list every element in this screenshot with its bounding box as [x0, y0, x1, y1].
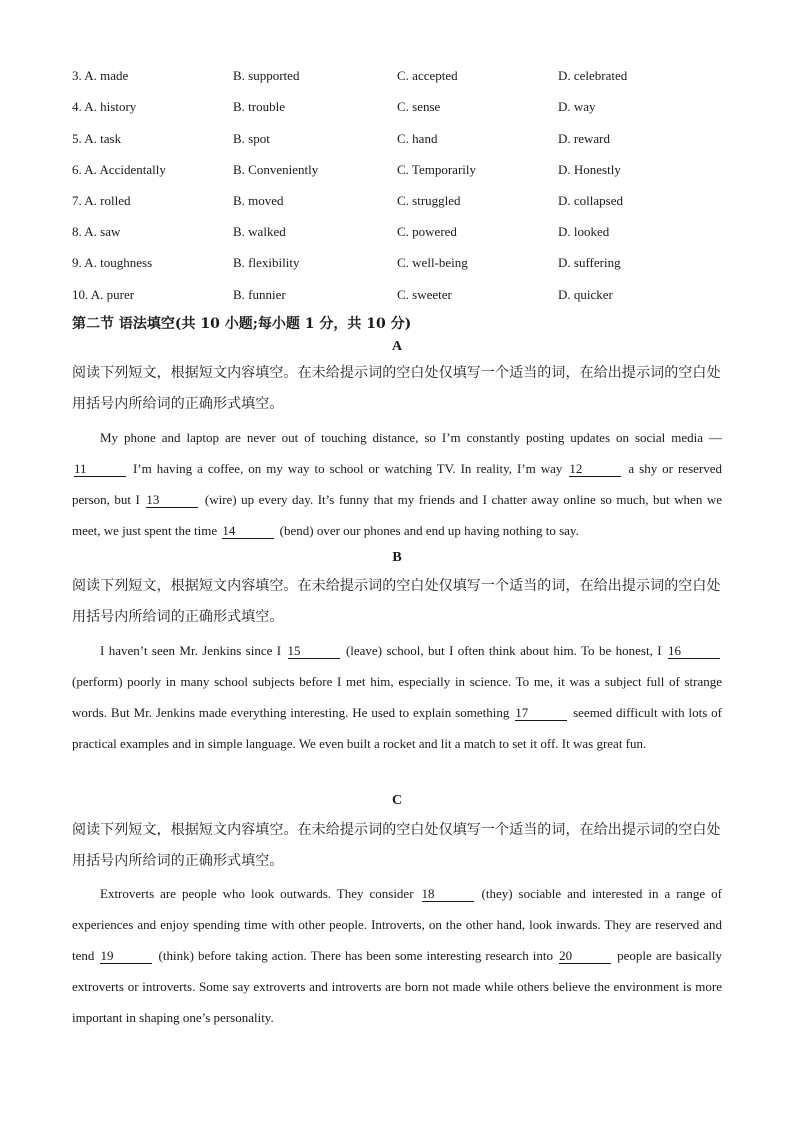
- option-row-7: [0, 190, 794, 212]
- option-row-6: [0, 159, 794, 181]
- option-d: D. quicker: [558, 287, 613, 302]
- option-b: B. flexibility: [233, 255, 300, 270]
- blank-13[interactable]: 13: [146, 492, 198, 508]
- passage-text: (they) sociable and interested in a range of experiences and enjoy spending time with other people. Introverts, on the other hand, look inwards. They are reserved and tend: [72, 886, 722, 963]
- passage-text: (perform) poorly in many school subjects before I met him, especially in science. To me, it was a subject full of strange words. But Mr. Jenkins made everything interesting. He used to explain something: [72, 674, 722, 720]
- passage-text: Extroverts are people who look outwards. They consider: [100, 886, 420, 901]
- part-a-heading: A: [391, 339, 403, 354]
- option-c: C. well-being: [397, 255, 468, 270]
- option-d: D. suffering: [558, 255, 621, 270]
- passage-text: (bend) over our phones and end up having nothing to say.: [276, 523, 579, 538]
- passage-text: (think) before taking action. There has been some interesting research into: [154, 948, 558, 963]
- blank-17[interactable]: 17: [515, 705, 567, 721]
- option-a: 10. A. purer: [72, 287, 135, 302]
- part-b-heading: B: [392, 550, 402, 565]
- instruction-line: 用括号内所给词的正确形式填空。: [72, 609, 284, 625]
- option-b: B. supported: [233, 68, 300, 83]
- instruction-line: 阅读下列短文，根据短文内容填空。在未给提示词的空白处仅填写一个适当的词，在给出提示词的空白处: [72, 822, 721, 838]
- part-c-instruction: [72, 815, 722, 877]
- passage-text: I haven’t seen Mr. Jenkins since I: [100, 643, 286, 658]
- passage-text: (wire) up every day. It’s funny that my friends and I chatter away online so much, but when we meet, we just spent the time: [72, 492, 722, 538]
- option-b: B. Conveniently: [233, 162, 319, 177]
- option-c: C. accepted: [397, 68, 458, 83]
- blank-11[interactable]: 11: [74, 461, 126, 477]
- option-b: B. trouble: [233, 99, 285, 114]
- part-a-instruction: [72, 358, 722, 420]
- option-a: 8. A. saw: [72, 224, 121, 239]
- passage-text: (leave) school, but I often think about him. To be honest, I: [341, 643, 666, 658]
- passage-a: [72, 422, 722, 546]
- option-b: B. walked: [233, 224, 286, 239]
- instruction-line: 用括号内所给词的正确形式填空。: [72, 853, 284, 869]
- passage-text: seemed difficult with lots of practical examples and in simple language. We even built a rocket and lit a match to set it off. It was great fun.: [72, 705, 722, 751]
- option-d: D. celebrated: [558, 68, 628, 83]
- option-d: D. reward: [558, 131, 610, 146]
- option-row-9: [0, 252, 794, 274]
- option-c: C. struggled: [397, 193, 461, 208]
- option-d: D. Honestly: [558, 162, 621, 177]
- passage-b: [72, 635, 722, 759]
- option-d: D. looked: [558, 224, 610, 239]
- part-c-heading: C: [391, 793, 403, 808]
- passage-text: people are basically extroverts or introverts. Some say extroverts and introverts are born not made while others believe the environment is more important in shaping one’s personality.: [72, 948, 722, 1025]
- option-c: C. hand: [397, 131, 438, 146]
- option-a: 4. A. history: [72, 99, 137, 114]
- option-row-10: [0, 284, 794, 306]
- option-c: C. sense: [397, 99, 441, 114]
- option-a: 9. A. toughness: [72, 255, 153, 270]
- option-d: D. collapsed: [558, 193, 623, 208]
- option-c: C. Temporarily: [397, 162, 477, 177]
- section-title: 第二节 语法填空(共 10 小题;每小题 1 分，共 10 分): [72, 316, 412, 332]
- option-a: 3. A. made: [72, 68, 129, 83]
- option-c: C. sweeter: [397, 287, 452, 302]
- blank-12[interactable]: 12: [569, 461, 621, 477]
- option-d: D. way: [558, 99, 596, 114]
- blank-15[interactable]: 15: [288, 643, 340, 659]
- option-a: 5. A. task: [72, 131, 122, 146]
- blank-19[interactable]: 19: [100, 948, 152, 964]
- option-a: 7. A. rolled: [72, 193, 131, 208]
- instruction-line: 用括号内所给词的正确形式填空。: [72, 396, 284, 412]
- option-row-3: [0, 65, 794, 87]
- option-c: C. powered: [397, 224, 457, 239]
- option-row-5: [0, 128, 794, 150]
- option-b: B. spot: [233, 131, 270, 146]
- passage-text: a shy or reserved person, but I: [72, 461, 723, 507]
- blank-18[interactable]: 18: [422, 886, 474, 902]
- blank-20[interactable]: 20: [559, 948, 611, 964]
- option-row-4: [0, 96, 794, 118]
- part-b-instruction: [72, 571, 722, 633]
- instruction-line: 阅读下列短文，根据短文内容填空。在未给提示词的空白处仅填写一个适当的词，在给出提示词的空白处: [72, 365, 721, 381]
- option-b: B. funnier: [233, 287, 286, 302]
- instruction-line: 阅读下列短文，根据短文内容填空。在未给提示词的空白处仅填写一个适当的词，在给出提示词的空白处: [72, 578, 721, 594]
- option-row-8: [0, 221, 794, 243]
- passage-text: My phone and laptop are never out of touching distance, so I’m constantly posting updates on social media —: [100, 430, 722, 445]
- passage-c: [72, 878, 722, 1033]
- passage-text: I’m having a coffee, on my way to school or watching TV. In reality, I’m way: [128, 461, 568, 476]
- blank-16[interactable]: 16: [668, 643, 720, 659]
- option-b: B. moved: [233, 193, 284, 208]
- option-a: 6. A. Accidentally: [72, 162, 166, 177]
- blank-14[interactable]: 14: [222, 523, 274, 539]
